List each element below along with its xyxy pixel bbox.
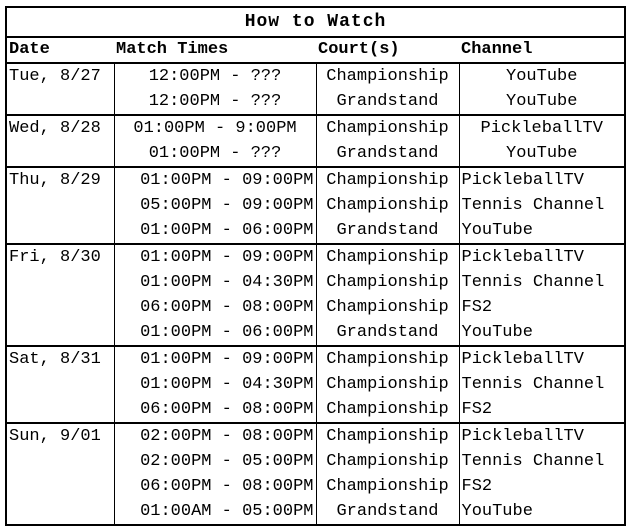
match-time: 06:00PM - 08:00PM (114, 295, 316, 320)
channel-name: Tennis Channel (459, 193, 625, 218)
channel-name: YouTube (459, 89, 625, 115)
court-name: Grandstand (316, 499, 459, 525)
court-name: Championship (316, 397, 459, 423)
schedule-row (6, 167, 625, 193)
match-time: 01:00PM - 04:30PM (114, 372, 316, 397)
match-time: 12:00PM - ??? (114, 63, 316, 89)
how-to-watch-table (5, 6, 626, 526)
channel-name: YouTube (459, 320, 625, 346)
header-channel: Channel (459, 37, 625, 63)
court-name: Grandstand (316, 89, 459, 115)
match-time: 01:00PM - 04:30PM (114, 270, 316, 295)
match-time: 02:00PM - 08:00PM (114, 423, 316, 449)
schedule-row (6, 115, 625, 141)
match-time: 01:00PM - 9:00PM (114, 115, 316, 141)
header-date: Date (6, 37, 114, 63)
match-time: 05:00PM - 09:00PM (114, 193, 316, 218)
day-date: Thu, 8/29 (6, 167, 114, 244)
channel-name: Tennis Channel (459, 270, 625, 295)
court-name: Championship (316, 244, 459, 270)
court-name: Championship (316, 270, 459, 295)
channel-name: Tennis Channel (459, 449, 625, 474)
court-name: Championship (316, 63, 459, 89)
channel-name: PickleballTV (459, 244, 625, 270)
match-time: 01:00PM - 09:00PM (114, 346, 316, 372)
match-time: 06:00PM - 08:00PM (114, 474, 316, 499)
table-title: How to Watch (6, 7, 625, 37)
schedule-row (6, 423, 625, 449)
channel-name: YouTube (459, 63, 625, 89)
match-time: 02:00PM - 05:00PM (114, 449, 316, 474)
match-time: 01:00AM - 05:00PM (114, 499, 316, 525)
channel-name: PickleballTV (459, 346, 625, 372)
channel-name: FS2 (459, 474, 625, 499)
court-name: Championship (316, 193, 459, 218)
court-name: Championship (316, 474, 459, 499)
match-time: 01:00PM - 09:00PM (114, 167, 316, 193)
channel-name: YouTube (459, 499, 625, 525)
court-name: Championship (316, 295, 459, 320)
match-time: 06:00PM - 08:00PM (114, 397, 316, 423)
schedule-row (6, 346, 625, 372)
channel-name: PickleballTV (459, 167, 625, 193)
day-date: Sun, 9/01 (6, 423, 114, 525)
channel-name: FS2 (459, 397, 625, 423)
day-date: Tue, 8/27 (6, 63, 114, 115)
how-to-watch-table-wrapper (5, 6, 624, 526)
schedule-row (6, 244, 625, 270)
schedule-row (6, 63, 625, 89)
court-name: Championship (316, 449, 459, 474)
channel-name: YouTube (459, 218, 625, 244)
court-name: Championship (316, 372, 459, 397)
court-name: Grandstand (316, 320, 459, 346)
day-date: Fri, 8/30 (6, 244, 114, 346)
channel-name: YouTube (459, 141, 625, 167)
schedule-body (6, 63, 625, 525)
day-date: Wed, 8/28 (6, 115, 114, 167)
court-name: Grandstand (316, 218, 459, 244)
channel-name: Tennis Channel (459, 372, 625, 397)
court-name: Championship (316, 167, 459, 193)
header-courts: Court(s) (316, 37, 459, 63)
channel-name: PickleballTV (459, 115, 625, 141)
match-time: 01:00PM - 06:00PM (114, 218, 316, 244)
channel-name: FS2 (459, 295, 625, 320)
court-name: Championship (316, 115, 459, 141)
day-date: Sat, 8/31 (6, 346, 114, 423)
match-time: 01:00PM - 09:00PM (114, 244, 316, 270)
court-name: Championship (316, 346, 459, 372)
match-time: 12:00PM - ??? (114, 89, 316, 115)
match-time: 01:00PM - ??? (114, 141, 316, 167)
match-time: 01:00PM - 06:00PM (114, 320, 316, 346)
court-name: Championship (316, 423, 459, 449)
header-match-times: Match Times (114, 37, 316, 63)
court-name: Grandstand (316, 141, 459, 167)
channel-name: PickleballTV (459, 423, 625, 449)
